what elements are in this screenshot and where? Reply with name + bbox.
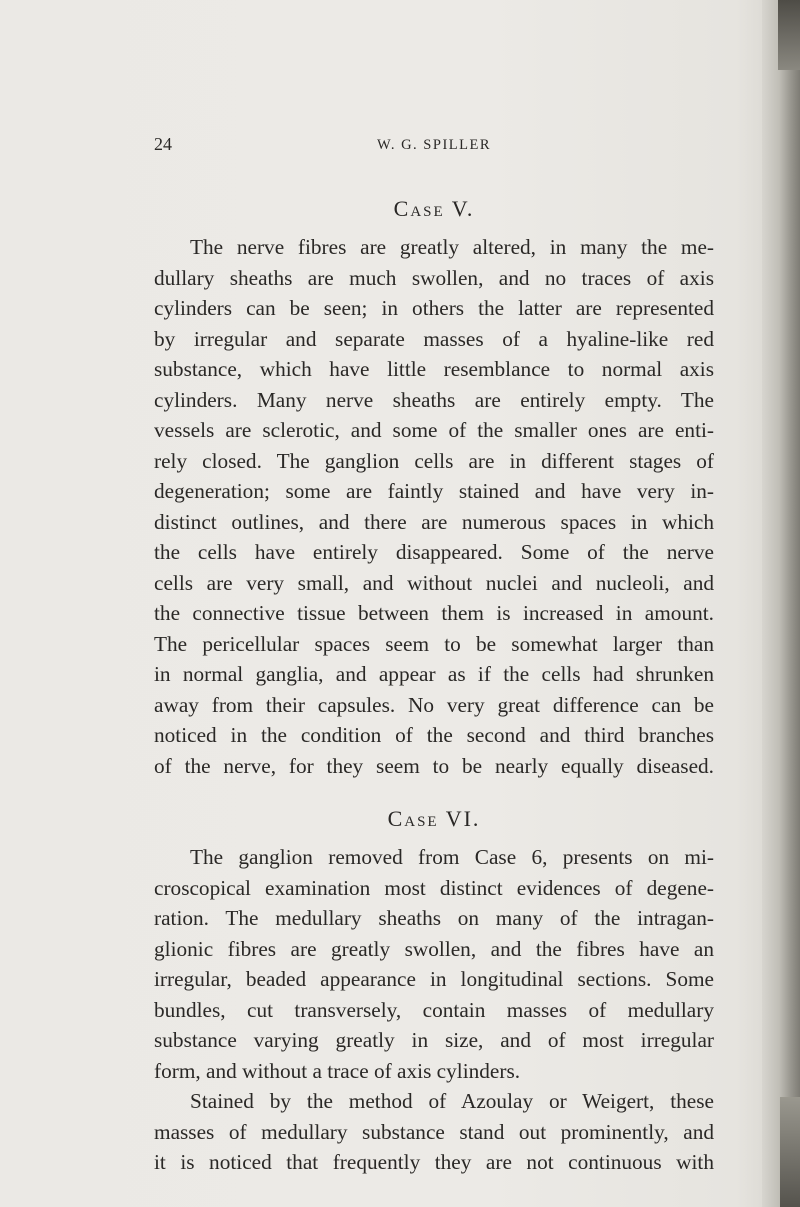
text-line: vessels are sclerotic, and some of the smaller ones are enti-	[154, 418, 714, 442]
page-edge-shadow	[762, 0, 800, 1207]
case-5-heading: Case V.	[393, 196, 475, 221]
text-line: glionic fibres are greatly swollen, and the fibres have an	[154, 936, 714, 961]
running-head-author: W. G. SPILLER	[376, 137, 492, 153]
text-line: The nerve fibres are greatly altered, in many the me-	[190, 235, 714, 259]
text-line: cylinders. Many nerve sheaths are entirely empty. The	[154, 387, 714, 412]
text-line: by irregular and separate masses of a hyaline-like red	[154, 326, 714, 351]
text-line: form, and without a trace of axis cylinders.	[154, 1058, 521, 1083]
text-line: masses of medullary substance stand out prominently, and	[154, 1119, 714, 1144]
text-line: the connective tissue between them is increased in amount.	[154, 601, 714, 625]
text-line: The ganglion removed from Case 6, presents on mi-	[190, 845, 714, 869]
running-head	[154, 134, 714, 158]
text-line: dullary sheaths are much swollen, and no traces of axis	[154, 265, 714, 290]
text-line: in normal ganglia, and appear as if the cells had shrunken	[154, 662, 714, 686]
text-line: bundles, cut transversely, contain masses of medullary	[154, 997, 714, 1022]
text-line: ration. The medullary sheaths on many of the intragan-	[154, 906, 714, 930]
text-line: substance varying greatly in size, and of most irregular	[154, 1028, 714, 1052]
text-line: cells are very small, and without nuclei and nucleoli, and	[154, 570, 714, 595]
text-line: The pericellular spaces seem to be somewhat larger than	[154, 631, 714, 656]
page-edge-shadow-bottom	[780, 1097, 800, 1207]
text-line: irregular, beaded appearance in longitudinal sections. Some	[154, 967, 714, 991]
text-line: noticed in the condition of the second and third branches	[154, 723, 714, 747]
text-line: degeneration; some are faintly stained and have very in-	[154, 479, 714, 503]
case-5-paragraph	[154, 232, 714, 781]
text-line: of the nerve, for they seem to be nearly equally diseased.	[154, 753, 714, 778]
text-line: it is noticed that frequently they are not continuous with	[154, 1150, 714, 1174]
text-line: away from their capsules. No very great difference can be	[154, 692, 714, 717]
text-line: Stained by the method of Azoulay or Weigert, these	[190, 1089, 714, 1113]
text-line: the cells have entirely disappeared. Some of the nerve	[154, 540, 714, 564]
page-edge-shadow-top	[778, 0, 800, 70]
case-6-paragraph	[154, 842, 714, 1178]
page-number: 24	[154, 134, 172, 154]
text-line: cylinders can be seen; in others the latter are represented	[154, 296, 714, 320]
text-line: rely closed. The ganglion cells are in different stages of	[154, 448, 714, 473]
text-line: substance, which have little resemblance to normal axis	[154, 357, 714, 381]
text-line: croscopical examination most distinct evidences of degene-	[154, 875, 714, 900]
text-line: distinct outlines, and there are numerous spaces in which	[154, 509, 714, 534]
case-6-heading: Case VI.	[387, 806, 481, 831]
